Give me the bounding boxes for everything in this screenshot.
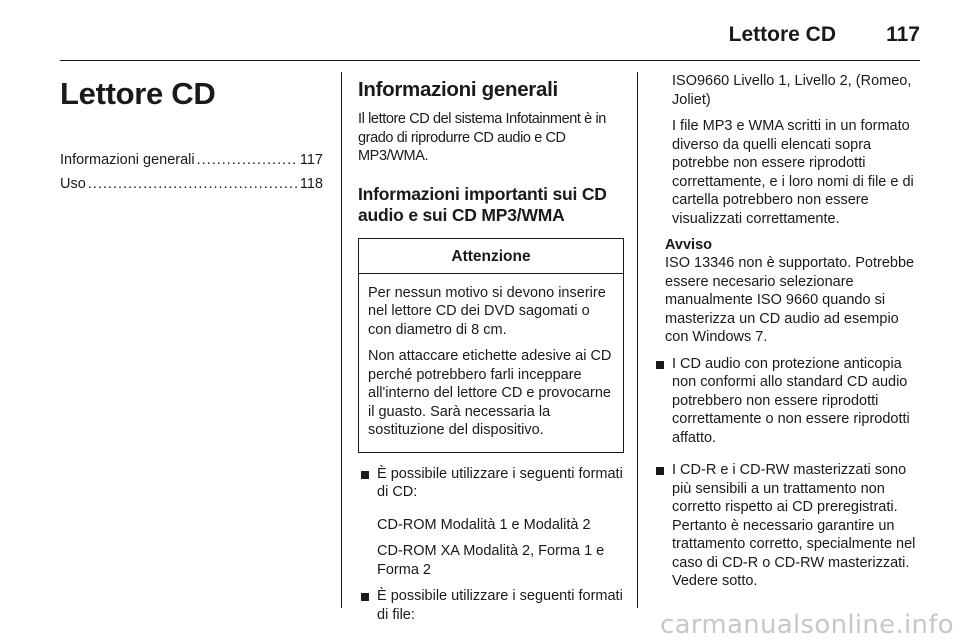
bullet-square-icon: [361, 471, 369, 479]
note-title: Avviso: [665, 237, 713, 253]
column-divider-1: [341, 72, 342, 608]
toc-entry-informazioni-generali[interactable]: [60, 152, 323, 168]
toc-entry-page: 118: [299, 176, 323, 192]
list-item: [358, 587, 624, 632]
page-number: 117: [886, 23, 920, 46]
list-item-text: È possibile utilizzare i seguenti formati di file:: [377, 588, 623, 623]
toc-entry-label: Uso: [60, 176, 86, 192]
cd-format: CD-ROM XA Modalità 2, Forma 1 e Forma 2: [377, 543, 605, 578]
warning-title: Attenzione: [359, 239, 623, 274]
file-format: ISO9660 Livello 1, Livello 2, (Romeo, Joliet): [672, 73, 912, 108]
section-heading: Informazioni generali: [358, 78, 558, 101]
bullet-square-icon: [656, 361, 664, 369]
column-1: [60, 72, 323, 200]
file-format-note: I file MP3 e WMA scritti in un formato diverso da quelli elencati sopra potrebbe non essere riprodotti correttamente, e i loro nomi di file e di cartella potrebbero non essere visualizzati correttamente.: [672, 118, 914, 227]
toc-entry-uso[interactable]: [60, 176, 323, 192]
toc-entry-label: Informazioni generali: [60, 152, 195, 168]
warning-paragraph: Per nessun motivo si devono inserire nel lettore CD dei DVD sagomati o con diametro di 8 cm.: [368, 284, 606, 338]
header-title: Lettore CD: [728, 23, 836, 46]
list-item: [653, 355, 923, 456]
warning-box: [358, 238, 624, 453]
chapter-title: Lettore CD: [60, 76, 216, 111]
note-block: [653, 236, 923, 347]
page-header: [60, 18, 920, 61]
column-divider-2: [637, 72, 638, 608]
column-2: [358, 72, 624, 638]
list-item: [358, 465, 624, 510]
intro-paragraph: Il lettore CD del sistema Infotainment è in grado di riprodurre CD audio e CD MP3/WMA.: [358, 111, 606, 164]
list-item: [653, 461, 923, 599]
subsection-heading: Informazioni importanti sui CD audio e sui CD MP3/WMA: [358, 183, 607, 225]
list-item-text: È possibile utilizzare i seguenti formati di CD:: [377, 465, 623, 500]
column-3: [653, 72, 923, 605]
watermark: carmanualsonline.info: [659, 610, 954, 640]
cd-format: CD-ROM Modalità 1 e Modalità 2: [377, 516, 591, 533]
toc-leader-dots: [197, 152, 298, 168]
toc-entry-page: 117: [299, 152, 323, 168]
note-text: ISO 13346 non è supportato. Potrebbe essere necesario selezionare manualmente ISO 9660 quando si masterizza un CD audio ad esempio con Windows 7.: [665, 255, 915, 345]
toc-leader-dots: [88, 176, 298, 192]
list-item-text: I CD audio con protezione anticopia non conformi allo standard CD audio potrebbero non essere riprodotti correttamente o non essere riprodotti affatto.: [672, 355, 910, 446]
bullet-square-icon: [656, 467, 664, 475]
warning-paragraph: Non attaccare etichette adesive ai CD perché potrebbero farli inceppare all'interno del lettore CD e provocarne il guasto. Sarà necessaria la sostituzione del dispositivo.: [368, 348, 612, 438]
bullet-square-icon: [361, 593, 369, 601]
warning-body: [359, 274, 623, 452]
list-item-text: I CD-R e i CD-RW masterizzati sono più sensibili a un trattamento non corretto rispetto ai CD preregistrati. Pertanto è necessario garantire un trattamento corretto, specialmente nel caso di CD-R o CD-RW masterizzati. Vedere sotto.: [672, 462, 916, 589]
